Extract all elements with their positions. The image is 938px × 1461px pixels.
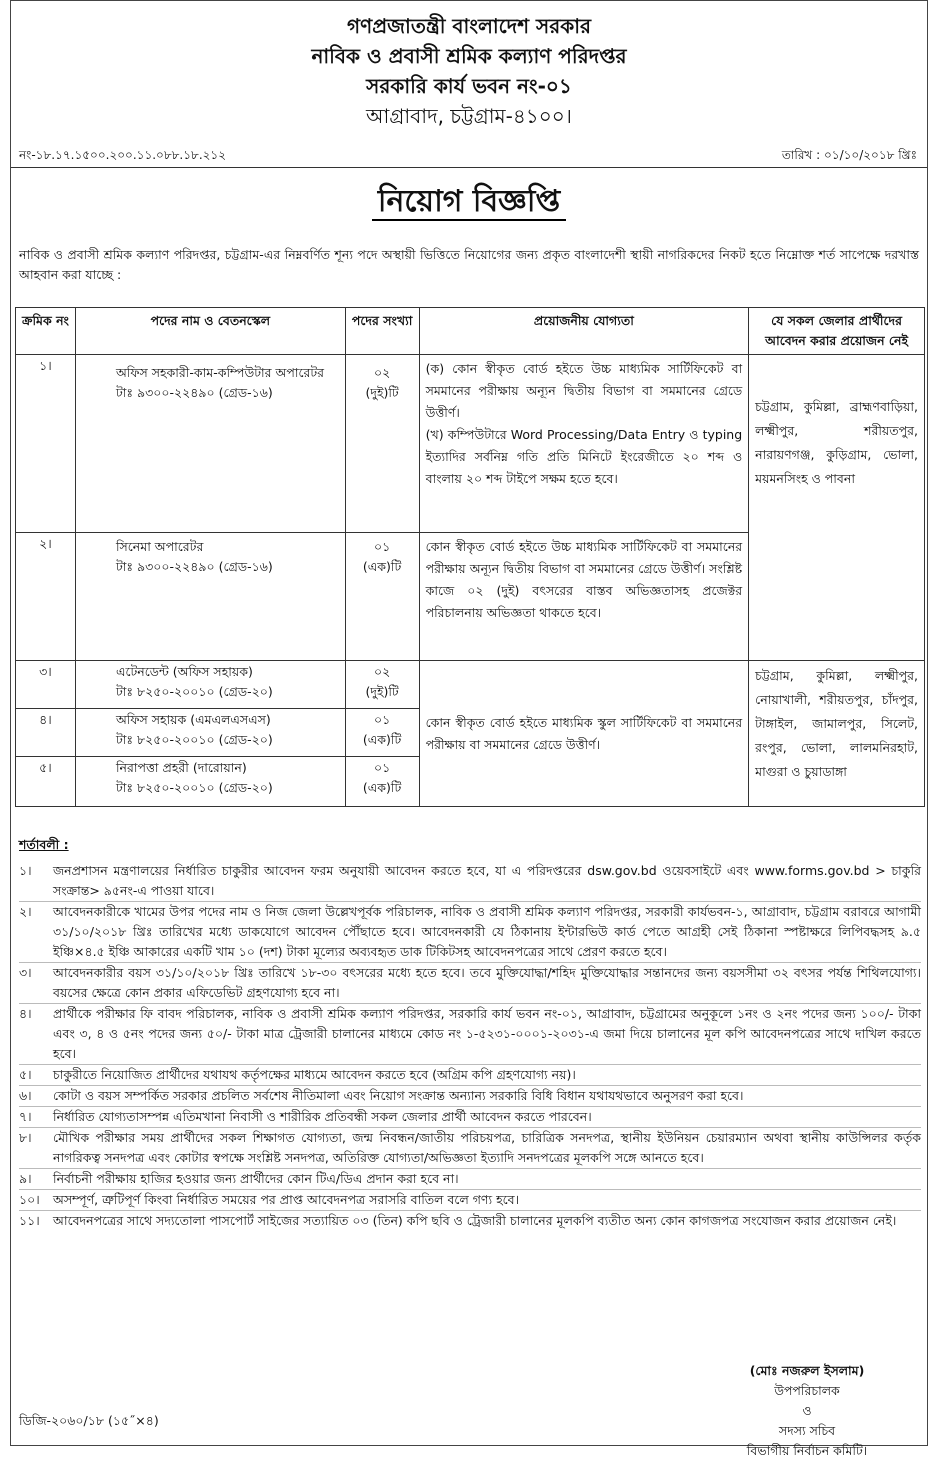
post-count: ০২ (374, 365, 391, 380)
condition-text: অসম্পূর্ণ, ত্রুটিপূর্ণ কিংবা নির্ধারিত সময়ের পর প্রাপ্ত আবেদনপত্র সরাসরি বাতিল বলে গণ্য হবে। (53, 1192, 520, 1207)
dg-code: ডিজি-২০৬০/১৮ (১৫˝×৪) (19, 1413, 159, 1428)
col-qualification: প্রয়োজনীয় যোগ্যতা (419, 308, 749, 355)
condition-item (19, 1168, 921, 1189)
row-serial: ৫। (16, 757, 76, 807)
condition-item (19, 1085, 921, 1106)
post-count-word: (এক)টি (362, 732, 402, 747)
qualification-cell (419, 355, 749, 533)
col-excluded-districts: যে সকল জেলার প্রার্থীদের আবেদন করার প্রয়োজন নেই (749, 308, 925, 355)
condition-text: জনপ্রশাসন মন্ত্রণালয়ের নির্ধারিত চাকুরীর আবেদন ফরম অনুযায়ী আবেদন করতে হবে, যা এ পরিদপ্তরের dsw.gov.bd ওয়েবসাইটে এবং www.forms.gov.bd > চাকুরি সংক্রান্ত> ৯৫নং-এ পাওয়া যাবে। (53, 863, 921, 898)
excluded-districts-3-5: চট্টগ্রাম, কুমিল্লা, লক্ষ্মীপুর, নোয়াখালী, শরীয়তপুর, চাঁদপুর, টাঙ্গাইল, জামালপুর, সিলেট, রংপুর, ভোলা, লালমনিরহাট, মাগুরা ও চুয়াডাঙ্গা (749, 661, 925, 807)
notice-page (10, 0, 928, 1458)
condition-number: ৩। (19, 965, 32, 980)
pay-scale: টাঃ ৯৩০০-২২৪৯০ (গ্রেড-১৬) (115, 385, 273, 400)
gov-name: গণপ্রজাতন্ত্রী বাংলাদেশ সরকার (347, 14, 591, 38)
posts-table (15, 307, 925, 807)
header-divider (11, 167, 927, 168)
conditions-title: শর্তাবলী : (19, 837, 69, 852)
post-cell (75, 661, 345, 709)
post-cell (75, 757, 345, 807)
pay-scale: টাঃ ৮২৫০-২০০১০ (গ্রেড-২০) (115, 732, 273, 747)
condition-number: ৪। (19, 1006, 32, 1021)
signatory-committee: বিভাগীয় নির্বাচন কমিটি। (746, 1443, 868, 1458)
condition-text: মৌখিক পরীক্ষার সময় প্রার্থীদের সকল শিক্ষাগত যোগ্যতা, জন্ম নিবন্ধন/জাতীয় পরিচয়পত্র, চারিত্রিক সনদপত্র, স্থানীয় ইউনিয়ন চেয়ারম্যান অথবা স্থানীয় কাউন্সিলর কর্তৃক নাগরিকত্ব সনদপত্র এবং কোটার স্বপক্ষে সংশ্লিষ্ট সনদপত্র, অতিরিক্ত যোগ্যতা/অভিজ্ঞতা ইত্যাদি সনদপত্রের মূলকপি সঙ্গে আনতে হবে। (53, 1130, 921, 1165)
signatory-name: (মোঃ নজরুল ইসলাম) (749, 1363, 865, 1378)
post-cell (75, 533, 345, 661)
notice-title: নিয়োগ বিজ্ঞপ্তি (372, 184, 566, 221)
qualification-cell-3-5: কোন স্বীকৃত বোর্ড হইতে মাধ্যমিক স্কুল সার্টিফিকেট বা সমমানের পরীক্ষায় বা সমমানের গ্রেডে উত্তীর্ণ। (419, 661, 749, 807)
row-serial: ১। (16, 355, 76, 533)
condition-item (19, 1064, 921, 1085)
signature-block (717, 1361, 897, 1461)
post-count-word: (এক)টি (362, 780, 402, 795)
qualification-cell: কোন স্বীকৃত বোর্ড হইতে উচ্চ মাধ্যমিক সার্টিফিকেট বা সমমানের পরীক্ষায় অন্যূন দ্বিতীয় বিভাগ বা সমমানের গ্রেডে উত্তীর্ণ। সংশ্লিষ্ট কাজে ০২ (দুই) বৎসরের বাস্তব অভিজ্ঞতাসহ প্রজেক্টর পরিচালনায় অভিজ্ঞতা থাকতে হবে। (419, 533, 749, 661)
count-cell (345, 355, 419, 533)
col-post: পদের নাম ও বেতনস্কেল (75, 308, 345, 355)
table-row (16, 355, 925, 533)
post-name: এটেনডেন্ট (অফিস সহায়ক) (115, 664, 253, 679)
memo-number: নং-১৮.১৭.১৫০০.২০০.১১.০৮৮.১৮.২১২ (19, 148, 227, 162)
condition-number: ৫। (19, 1067, 32, 1082)
signatory-and: ও (802, 1403, 812, 1418)
count-cell (345, 661, 419, 709)
pay-scale: টাঃ ৮২৫০-২০০১০ (গ্রেড-২০) (115, 684, 273, 699)
qualification-b: (খ) কম্পিউটারে Word Processing/Data Entry ও typing ইত্যাদির সর্বনিম্ন গতি প্রতি মিনিটে ইংরেজীতে ২০ শব্দ ও বাংলায় ২০ শব্দ টাইপে সক্ষম হতে হবে। (425, 427, 743, 486)
post-count-word: (এক)টি (362, 559, 402, 574)
table-row (16, 661, 925, 709)
col-serial: ক্রমিক নং (16, 308, 76, 355)
notice-date: তারিখ : ০১/১০/২০১৮ খ্রিঃ (781, 148, 917, 162)
condition-item (19, 1210, 921, 1231)
condition-item (19, 1106, 921, 1127)
post-count: ০১ (374, 539, 391, 554)
post-count-word: (দুই)টি (365, 385, 399, 400)
count-cell (345, 533, 419, 661)
condition-item (19, 962, 921, 1003)
notice-title-wrap (11, 177, 927, 228)
count-cell (345, 757, 419, 807)
condition-text: আবেদনকারীর বয়স ৩১/১০/২০১৮ খ্রিঃ তারিখে ১৮-৩০ বৎসরের মধ্যে হতে হবে। তবে মুক্তিযোদ্ধা/শহিদ মুক্তিযোদ্ধার সন্তানদের জন্য বয়সসীমা ৩২ বৎসর পর্যন্ত শিথিলযোগ্য। বয়সের ক্ষেত্রে কোন প্রকার এফিডেভিট গ্রহণযোগ্য হবে না। (53, 965, 921, 1000)
condition-number: ৯। (19, 1171, 32, 1186)
condition-text: নির্ধারিত যোগ্যতাসম্পন্ন এতিমখানা নিবাসী ও শারীরিক প্রতিবন্ধী সকল জেলার প্রার্থী আবেদন করতে পারবেন। (53, 1109, 592, 1124)
condition-text: কোটা ও বয়স সম্পর্কিত সরকার প্রচলিত সর্বশেষ নীতিমালা এবং নিয়োগ সংক্রান্ত অন্যান্য সরকারি বিধি বিধান যথাযথভাবে অনুসরণ করা হবে। (53, 1088, 744, 1103)
signatory-designation: উপপরিচালক (774, 1383, 840, 1398)
excluded-districts-1-2: চট্টগ্রাম, কুমিল্লা, ব্রাহ্মণবাড়িয়া, লক্ষ্মীপুর, শরীয়তপুর, নারায়ণগঞ্জ, কুড়িগ্রাম, ভোলা, ময়মনসিংহ ও পাবনা (749, 355, 925, 661)
condition-text: চাকুরীতে নিয়োজিত প্রার্থীদের যথাযথ কর্তৃপক্ষের মাধ্যমে আবেদন করতে হবে (অগ্রিম কপি গ্রহণযোগ্য নয়)। (53, 1067, 576, 1082)
condition-text: প্রার্থীকে পরীক্ষার ফি বাবদ পরিচালক, নাবিক ও প্রবাসী শ্রমিক কল্যাণ পরিদপ্তর, সরকারি কার্য ভবন নং-০১, আগ্রাবাদ, চট্টগ্রামের অনুকূলে ১নং ও ২নং পদের জন্য ১০০/- টাকা এবং ৩, ৪ ও ৫নং পদের জন্য ৫০/- টাকা মাত্র ট্রেজারী চালানের মাধ্যমে কোড নং ১-৫২৩১-০০০১-২০৩১-এ জমা দিয়ে চালানের মূল কপি আবেদনপত্রের সাথে দাখিল করতে হবে। (53, 1006, 921, 1061)
post-cell (75, 355, 345, 533)
condition-text: আবেদনপত্রের সাথে সদ্যতোলা পাসপোর্ট সাইজের সত্যায়িত ০৩ (তিন) কপি ছবি ও ট্রেজারী চালানের মূলকপি ব্যতীত অন্য কোন কাগজপত্র সংযোজন করার প্রয়োজন নেই। (53, 1213, 897, 1228)
post-name: অফিস সহায়ক (এমএলএসএস) (115, 712, 271, 727)
row-serial: ৪। (16, 709, 76, 757)
condition-number: ১। (19, 863, 32, 878)
qualification-a: (ক) কোন স্বীকৃত বোর্ড হইতে উচ্চ মাধ্যমিক সার্টিফিকেট বা সমমানের পরীক্ষায় অন্যূন দ্বিতীয় বিভাগ বা সমমানের গ্রেডে উত্তীর্ণ। (425, 361, 743, 420)
row-serial: ২। (16, 533, 76, 661)
post-cell (75, 709, 345, 757)
pay-scale: টাঃ ৮২৫০-২০০১০ (গ্রেড-২০) (115, 780, 273, 795)
post-name: সিনেমা অপারেটর (115, 539, 204, 554)
condition-number: ৬। (19, 1088, 32, 1103)
post-name: অফিস সহকারী-কাম-কম্পিউটার অপারেটর (115, 365, 325, 380)
count-cell (345, 709, 419, 757)
condition-number: ৮। (19, 1130, 32, 1145)
condition-text: নির্বাচনী পরীক্ষায় হাজির হওয়ার জন্য প্রার্থীদের কোন টিএ/ডিএ প্রদান করা হবে না। (53, 1171, 459, 1186)
intro-paragraph: নাবিক ও প্রবাসী শ্রমিক কল্যাণ পরিদপ্তর, চট্টগ্রাম-এর নিম্নবর্ণিত শূন্য পদে অস্থায়ী ভিত্তিতে নিয়োগের জন্য প্রকৃত বাংলাদেশী স্থায়ী নাগরিকদের নিকট হতে নিম্নোক্ত শর্ত সাপেক্ষে দরখাস্ত আহবান করা যাচ্ছে : (19, 247, 919, 282)
condition-number: ২। (19, 904, 32, 919)
condition-number: ১১। (19, 1213, 40, 1228)
post-count: ০১ (374, 760, 391, 775)
department-name: নাবিক ও প্রবাসী শ্রমিক কল্যাণ পরিদপ্তর (311, 44, 627, 68)
condition-number: ৭। (19, 1109, 32, 1124)
condition-item (19, 1189, 921, 1210)
condition-item (19, 901, 921, 962)
condition-item (19, 1003, 921, 1064)
office-address: আগ্রাবাদ, চট্টগ্রাম-৪১০০। (366, 104, 572, 128)
table-header-row (16, 308, 925, 355)
signatory-role: সদস্য সচিব (778, 1423, 836, 1438)
building-name: সরকারি কার্য ভবন নং-০১ (366, 74, 572, 98)
post-count: ০১ (374, 712, 391, 727)
condition-item (19, 861, 921, 901)
col-count: পদের সংখ্যা (345, 308, 419, 355)
post-count: ০২ (374, 664, 391, 679)
conditions-section (19, 837, 921, 1231)
condition-number: ১০। (19, 1192, 40, 1207)
row-serial: ৩। (16, 661, 76, 709)
condition-item (19, 1127, 921, 1168)
post-count-word: (দুই)টি (365, 684, 399, 699)
pay-scale: টাঃ ৯৩০০-২২৪৯০ (গ্রেড-১৬) (115, 559, 273, 574)
condition-text: আবেদনকারীকে খামের উপর পদের নাম ও নিজ জেলা উল্লেখপূর্বক পরিচালক, নাবিক ও প্রবাসী শ্রমিক কল্যাণ পরিদপ্তর, সরকারী কার্যভবন-১, আগ্রাবাদ, চট্টগ্রাম বরাবরে আগামী ৩১/১০/২০১৮ খ্রিঃ তারিখের মধ্যে ডাকযোগে আবেদন পৌঁছাতে হবে। আবেদনকারী যে ঠিকানায় ইন্টারভিউ কার্ড পেতে আগ্রহী সেই ঠিকানা স্পষ্টাক্ষরে লিপিবদ্ধসহ ৯.৫ ইঞ্চি×৪.৫ ইঞ্চি আকারের একটি খাম ১০ (দশ) টাকা মূল্যের অব্যবহৃত ডাক টিকিটসহ আবেদনপত্রের সাথে প্রেরণ করতে হবে। (53, 904, 921, 959)
office-header (11, 11, 927, 131)
post-name: নিরাপত্তা প্রহরী (দারোয়ান) (115, 760, 247, 775)
